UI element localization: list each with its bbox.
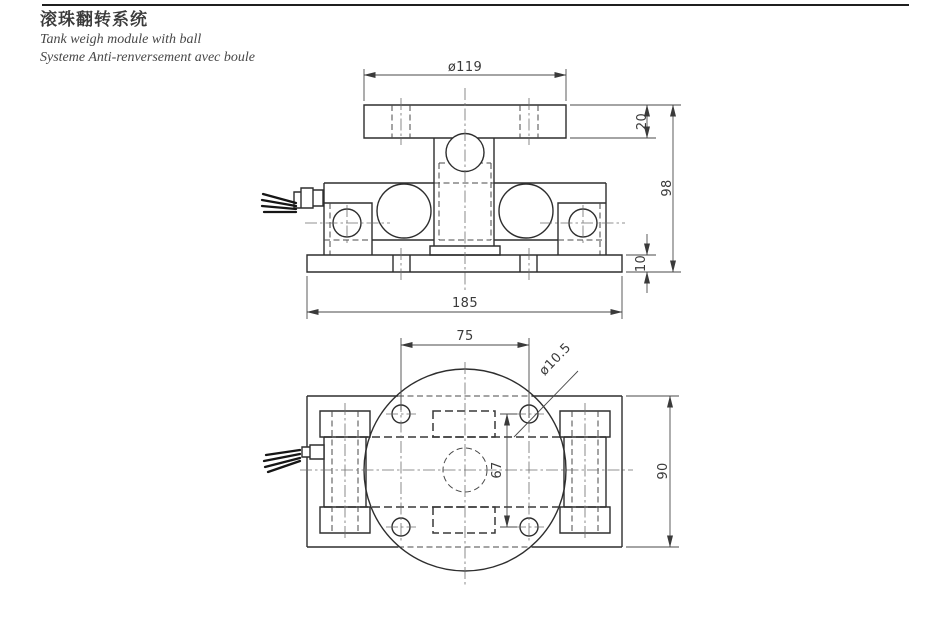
- dim-label-hole-diameter: ø10.5: [536, 340, 575, 379]
- mount-ear-right: [558, 203, 606, 255]
- page-title: 滚珠翻转系统: [40, 10, 148, 30]
- plan-cable-gland: [302, 445, 324, 459]
- side-center-lines: [305, 88, 625, 290]
- dim-label-67: 67: [490, 461, 505, 479]
- dim-label-20: 20: [635, 112, 650, 131]
- base-plate: [307, 255, 622, 272]
- dim-label-90: 90: [656, 462, 671, 480]
- dim-label-10: 10: [634, 254, 649, 273]
- side-view: [262, 60, 681, 319]
- plan-dimensions: [401, 329, 679, 547]
- shear-pocket-right: [499, 184, 553, 238]
- plan-stop-block-bottom: [433, 507, 495, 533]
- subtitle-french: Systeme Anti-renversement avec boule: [40, 50, 255, 65]
- ball-socket-hidden-lines: [434, 163, 494, 240]
- plan-stop-block-top: [433, 411, 495, 437]
- plan-view: [264, 329, 679, 585]
- dim-leader-hole-diameter: [514, 371, 578, 437]
- dim-label-185: 185: [451, 296, 479, 311]
- plan-cable: [264, 450, 300, 472]
- cable: [262, 194, 296, 212]
- dim-label-98: 98: [660, 179, 675, 197]
- mount-ear-left: [324, 203, 372, 255]
- plan-base-plate-visible-edges: [307, 396, 622, 547]
- subtitle-english: Tank weigh module with ball: [40, 32, 202, 47]
- dim-label-diameter119: ø119: [447, 60, 483, 75]
- shear-pocket-left: [377, 184, 431, 238]
- cable-gland: [294, 188, 323, 208]
- dim-label-75: 75: [456, 329, 474, 344]
